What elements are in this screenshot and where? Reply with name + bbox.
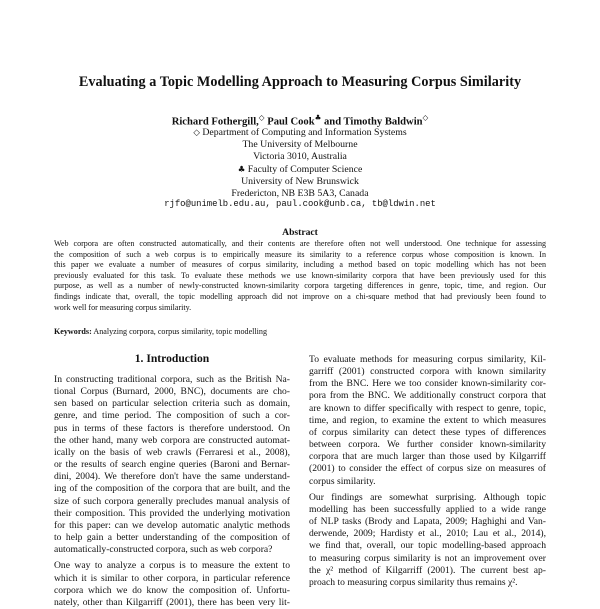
abstract-body — [54, 239, 546, 313]
author-emails: rjfo@unimelb.edu.au, paul.cook@unb.ca, tb@ldwin.net — [164, 199, 436, 209]
body-line: we find that, overall, our topic modelling-based approach — [309, 540, 546, 552]
body-line: which it is similar to other corpora, in particular reference — [54, 572, 290, 584]
affiliation-line: The University of Melbourne — [242, 139, 358, 151]
abstract-line: purpose, as well as a number of newly-constructed known-similarity corpora targeting differences in genre, topic, time, and region. Our — [54, 281, 546, 291]
affiliation-line: ◇ Department of Computing and Information Systems — [193, 127, 407, 138]
body-line: automatically-constructed corpora, such as web corpora? — [54, 544, 273, 556]
paper-title: Evaluating a Topic Modelling Approach to Measuring Corpus Similarity — [78, 74, 522, 90]
body-line: between corpora. We further consider known-similarity — [309, 439, 546, 451]
body-line: for this paper: can we develop automatic analytic methods — [54, 519, 290, 531]
author-name: Paul Cook — [267, 116, 315, 128]
body-line: the other hand, many web corpora are constructed automat- — [54, 434, 290, 446]
body-line: corpora that are much larger than those used by Kilgarriff — [309, 451, 546, 463]
abstract-line: work well for measuring corpus similarity. — [54, 302, 192, 312]
body-line: their composition. This provided the underlying motivation — [54, 507, 290, 519]
body-line: modelling has been successfully applied to a wide range — [309, 503, 546, 515]
keywords-text: Analyzing corpora, corpus similarity, topic modelling — [93, 327, 268, 336]
section-heading-introduction: 1. Introduction — [134, 352, 210, 365]
affiliation-line: University of New Brunswick — [241, 175, 359, 187]
body-line: of NLP tasks (Brody and Lapata, 2009; Haghighi and Van- — [309, 516, 546, 528]
body-line: size of such corpora generally precludes manual analysis of — [54, 495, 290, 507]
left-column — [54, 374, 290, 609]
body-line: to measuring corpus similarity is not an improvement over — [309, 552, 546, 564]
abstract-line: findings indicate that, overall, the topic modelling approach did not improve on a chi-square method that had previously been found to — [54, 291, 546, 301]
body-line: ing of the composition of the corpora that are built, and the — [54, 483, 290, 495]
club-icon: ♣ — [314, 113, 322, 122]
body-line: or the results of search engine queries (Baroni and Bernar- — [54, 459, 290, 471]
abstract-line: Web corpora are often constructed automatically, and their contents are therefore often not well understood. One technique for assessing — [54, 239, 546, 248]
abstract-heading: Abstract — [282, 227, 318, 238]
affiliations — [0, 127, 600, 200]
body-line: from the BNC. Here we too consider known-similarity cor- — [309, 378, 546, 390]
body-line: are known to differ specifically with respect to genre, topic, — [309, 402, 546, 414]
body-line: Our findings are somewhat surprising. Although topic — [309, 491, 546, 503]
diamond-icon: ◇ — [258, 113, 265, 122]
author-list — [0, 113, 600, 128]
body-line: dini, 2004). We therefore don't have the same understand- — [54, 471, 290, 483]
author-name: and Timothy Baldwin — [324, 116, 423, 128]
affiliation-line: Fredericton, NB E3B 5A3, Canada — [231, 188, 369, 200]
body-line: nately, other than Kilgarriff (2001), there has been very lit- — [54, 596, 290, 608]
abstract-line: previously evaluated for this task. To evaluate these methods we use known-similarity corpora that have been previously used for this — [54, 270, 546, 280]
body-line: proach to measuring corpus similarity thus remains χ². — [309, 576, 518, 588]
right-column — [309, 354, 546, 589]
body-line: tional Corpus (Burnard, 2000, BNC), documents are cho- — [54, 386, 290, 398]
body-line: ically on the basis of web crawls (Ferraresi et al., 2008), — [54, 446, 290, 458]
body-line: pus in terms of these factors is therefore understood. On — [54, 422, 290, 434]
body-line: time, and region, to examine the extent to which measures — [309, 414, 546, 426]
body-line: of corpus similarity can detect these types of differences — [309, 426, 546, 438]
diamond-icon: ◇ — [193, 128, 200, 138]
abstract-line: the composition of such a web corpus is to empirically measure its similarity to a reference corpus whose composition is known. In — [54, 249, 546, 259]
club-icon: ♣ — [237, 164, 246, 175]
body-line: (2001) to consider the effect of corpus size on measures of — [309, 463, 546, 475]
body-line: One way to analyze a corpus is to measure the extent to — [54, 560, 290, 572]
keywords-label: Keywords: — [54, 327, 92, 336]
body-line: sen based on particular selection criteria such as domain, — [54, 398, 290, 410]
body-line: garriff (2001) constructed corpora with known similarity — [309, 366, 546, 378]
body-line: the χ² method of Kilgarriff (2001). The current best ap- — [309, 564, 546, 576]
author-name: Richard Fothergill, — [171, 116, 259, 128]
body-line: corpus similarity. — [309, 475, 376, 487]
abstract-line: this paper we evaluate a number of measures of corpus similarity, including a method based on topic modelling which has not been — [54, 260, 546, 270]
body-line: To evaluate methods for measuring corpus similarity, Kil- — [309, 354, 546, 365]
keywords — [54, 327, 546, 336]
body-line: pora from the BNC. We additionally construct corpora that — [309, 390, 546, 402]
affiliation-line: Victoria 3010, Australia — [253, 151, 347, 163]
body-line: In constructing traditional corpora, such as the British Na- — [54, 374, 290, 385]
body-line: corpora which we do know the composition of. Unfortu- — [54, 584, 290, 596]
affiliation-line: ♣ Faculty of Computer Science — [237, 163, 363, 175]
diamond-icon: ◇ — [422, 113, 429, 122]
body-line: genre, and time period. The composition of such a cor- — [54, 410, 290, 422]
body-line: to help gain a better understanding of the composition of — [54, 532, 290, 544]
body-line: derwende, 2009; Hardisty et al., 2010; Lau et al., 2014), — [309, 528, 546, 540]
